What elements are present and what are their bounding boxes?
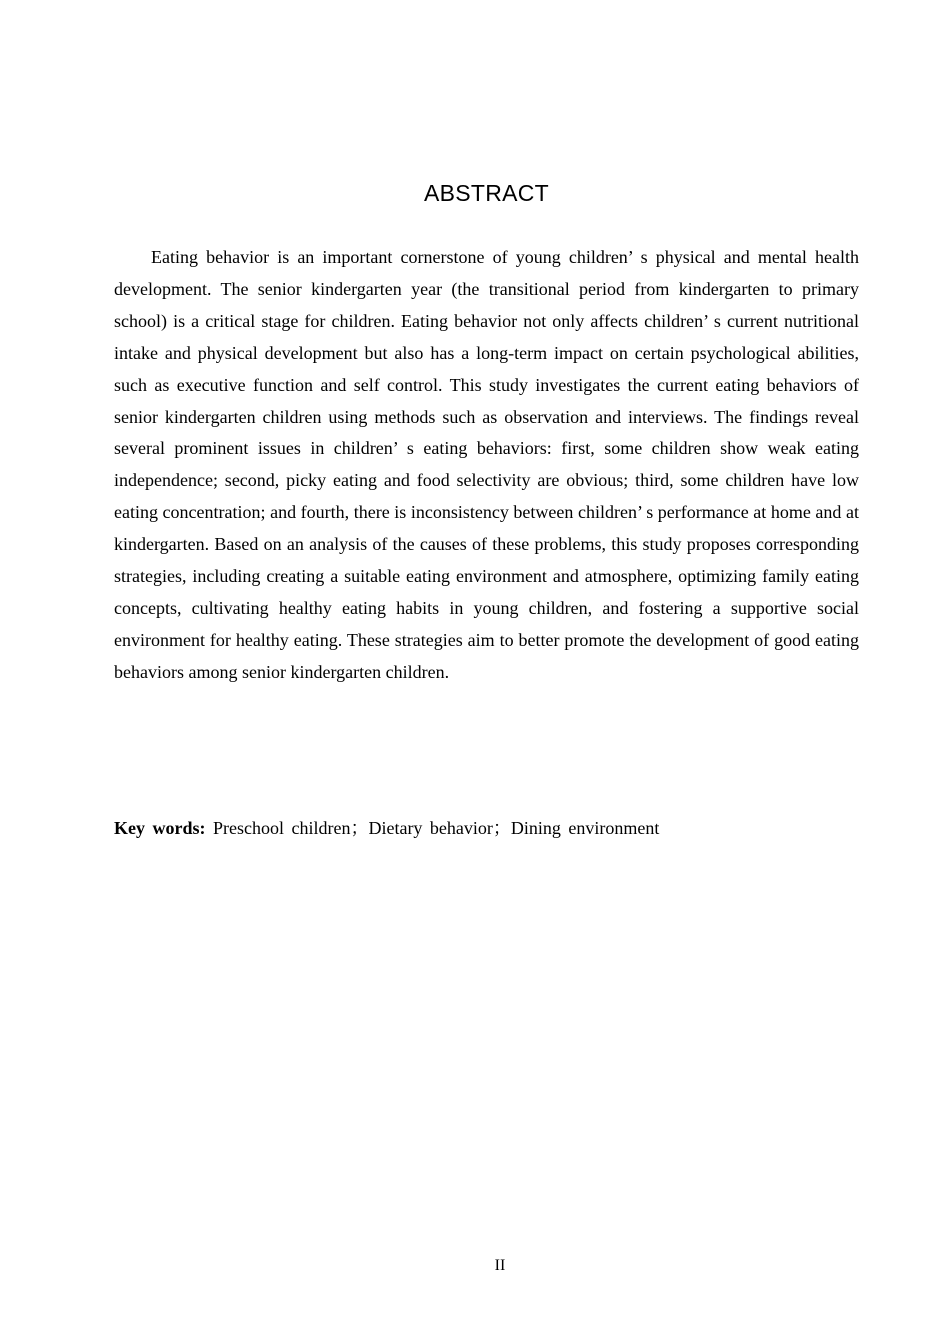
keywords-label: Key words: bbox=[114, 818, 206, 838]
keywords-text: Preschool children；Dietary behavior；Dining environment bbox=[213, 818, 660, 838]
abstract-title: ABSTRACT bbox=[423, 180, 550, 206]
page-number: II bbox=[494, 1257, 506, 1274]
keywords-line bbox=[114, 813, 859, 845]
abstract-body: Eating behavior is an important cornerstone of young children’ s physical and mental health development. The senior kindergarten year (the transitional period from kindergarten to primary school) is a critical stage for children. Eating behavior not only affects children’ s current nutritional intake and physical development but also has a long-term impact on certain psychological abilities, such as executive function and self control. This study investigates the current eating behaviors of senior kindergarten children using methods such as observation and interviews. The findings reveal several prominent issues in children’ s eating behaviors: first, some children show weak eating independence; second, picky eating and food selectivity are obvious; third, some children have low eating concentration; and fourth, there is inconsistency between children’ s performance at home and at kindergarten. Based on an analysis of the causes of these problems, this study proposes corresponding strategies, including creating a suitable eating environment and atmosphere, optimizing family eating concepts, cultivating healthy eating habits in young children, and fostering a supportive social environment for healthy eating. These strategies aim to better promote the development of good eating behaviors among senior kindergarten children. bbox=[114, 247, 859, 682]
